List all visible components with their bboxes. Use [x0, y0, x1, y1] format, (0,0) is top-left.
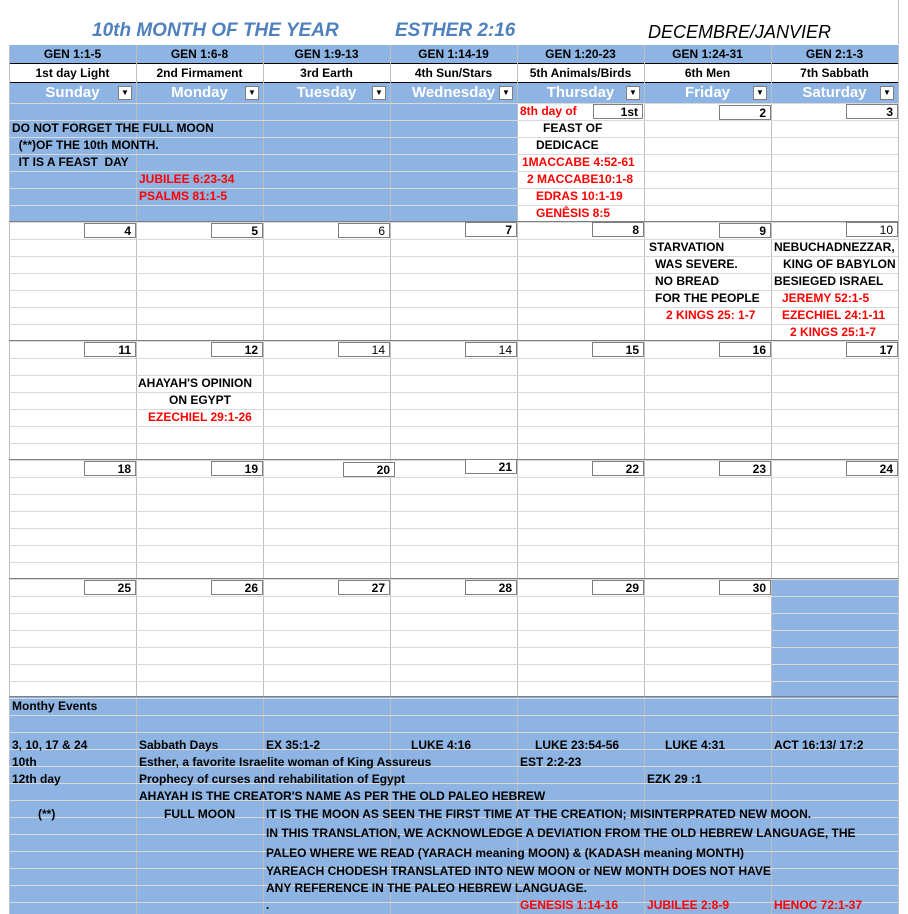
day-number: 1st — [593, 104, 643, 119]
row-gridline — [9, 732, 898, 733]
row-gridline — [9, 596, 898, 597]
row-gridline — [9, 324, 898, 325]
event-day: 10th — [12, 755, 37, 769]
genesis-ref: GEN 1:1-5 — [43, 47, 102, 61]
day-theme: 7th Sabbath — [800, 66, 869, 80]
row-gridline — [9, 698, 898, 699]
genesis-ref: GEN 1:9-13 — [294, 47, 359, 61]
event-mark: (**) — [38, 807, 56, 821]
day-number: 23 — [719, 461, 771, 476]
monday-note: AHAYAH'S OPINION — [138, 376, 252, 390]
filter-dropdown-icon[interactable]: ▼ — [372, 86, 386, 100]
week-separator — [9, 221, 898, 222]
row-gridline — [9, 154, 898, 155]
event-text: IT IS THE MOON AS SEEN THE FIRST TIME AT THE CREATION; MISINTERPRATED NEW MOON. — [266, 807, 812, 821]
genesis-ref: GEN 1:24-31 — [672, 47, 743, 61]
saturday-note: KING OF BABYLON — [783, 257, 896, 271]
title-border — [898, 0, 899, 44]
event-ref: EZK 29 :1 — [647, 772, 702, 786]
row-gridline — [9, 239, 898, 240]
sheet-title: 10th MONTH OF THE YEAR — [92, 20, 339, 41]
day-number: 14 — [338, 342, 390, 357]
day-theme: 4th Sun/Stars — [414, 66, 493, 80]
day-number: 16 — [719, 342, 771, 357]
feast-label: DEDICACE — [536, 138, 599, 152]
scripture-ref: EDRAS 10:1-19 — [536, 189, 623, 203]
day-number: 28 — [465, 580, 517, 595]
scripture-ref: PSALMS 81:1-5 — [139, 189, 228, 203]
day-number: 12 — [211, 342, 263, 357]
sheet-scripture: ESTHER 2:16 — [395, 20, 516, 41]
week-separator — [9, 459, 898, 460]
event-day: 12th day — [12, 772, 61, 786]
saturday-note: NEBUCHADNEZZAR, — [774, 240, 895, 254]
event-ref: LUKE 23:54-56 — [535, 738, 620, 752]
scripture-ref: EZECHIEL 29:1-26 — [148, 410, 252, 424]
day-number: 15 — [592, 342, 644, 357]
row-gridline — [9, 358, 898, 359]
full-moon-note: DO NOT FORGET THE FULL MOON — [12, 121, 214, 135]
week-separator — [9, 696, 898, 697]
scripture-ref: JUBILEE 6:23-34 — [139, 172, 235, 186]
scripture-ref: 1MACCABE 4:52-61 — [522, 155, 635, 169]
week-separator — [9, 578, 898, 579]
filter-dropdown-icon[interactable]: ▼ — [753, 86, 767, 100]
full-moon-note: (**)OF THE 10th MONTH. — [12, 138, 159, 152]
day-number: 26 — [211, 580, 263, 595]
day-number: 5 — [211, 223, 263, 238]
event-day: 3, 10, 17 & 24 — [12, 738, 88, 752]
monday-note: ON EGYPT — [169, 393, 232, 407]
event-ref: EST 2:2-23 — [520, 755, 582, 769]
row-gridline — [9, 664, 898, 665]
day-number: 4 — [84, 223, 136, 238]
feast-label: FEAST OF — [543, 121, 603, 135]
row-gridline — [9, 545, 898, 546]
friday-note: WAS SEVERE. — [655, 257, 738, 271]
day-number: 27 — [338, 580, 390, 595]
genesis-ref: GEN 1:14-19 — [418, 47, 489, 61]
day-number: 14 — [465, 342, 517, 357]
day-header-wednesday: Wednesday ▼ — [390, 83, 517, 103]
event-label: FULL MOON — [164, 807, 236, 821]
scripture-ref: 2 KINGS 25:1-7 — [790, 325, 877, 339]
event-text: Sabbath Days — [139, 738, 219, 752]
day-number: 11 — [84, 342, 136, 357]
scripture-ref: JUBILEE 2:8-9 — [647, 898, 730, 912]
filter-dropdown-icon[interactable]: ▼ — [499, 86, 513, 100]
day-theme: 1st day Light — [35, 66, 110, 80]
scripture-ref: 2 KINGS 25: 1-7 — [666, 308, 756, 322]
full-moon-note: IT IS A FEAST DAY — [12, 155, 129, 169]
scripture-ref: JEREMY 52:1-5 — [782, 291, 870, 305]
day-number: 9 — [719, 223, 771, 238]
event-ref: EX 35:1-2 — [266, 738, 321, 752]
day-header-friday: Friday ▼ — [644, 83, 771, 103]
day-number: 25 — [84, 580, 136, 595]
row-gridline — [9, 103, 898, 104]
day-number: 17 — [846, 342, 898, 357]
week-separator — [9, 340, 898, 341]
row-gridline — [9, 443, 898, 444]
friday-note: FOR THE PEOPLE — [655, 291, 760, 305]
day-number: 29 — [592, 580, 644, 595]
day-number: 19 — [211, 461, 263, 476]
day-theme: 3rd Earth — [300, 66, 353, 80]
sheet-months: DECEMBRE/JANVIER — [648, 22, 832, 42]
row-gridline — [9, 647, 898, 648]
day-theme: 5th Animals/Birds — [529, 66, 632, 80]
day-number: 3 — [846, 104, 898, 119]
filter-dropdown-icon[interactable]: ▼ — [880, 86, 894, 100]
event-text: AHAYAH IS THE CREATOR'S NAME AS PER THE OLD PALEO HEBREW — [139, 789, 546, 803]
day-header-thursday: Thursday ▼ — [517, 83, 644, 103]
friday-note: NO BREAD — [655, 274, 720, 288]
row-gridline — [9, 613, 898, 614]
genesis-ref: GEN 2:1-3 — [805, 47, 864, 61]
saturday-note: BESIEGED ISRAEL — [774, 274, 884, 288]
day-number: 2 — [719, 105, 771, 120]
friday-note: STARVATION — [649, 240, 725, 254]
row-gridline — [9, 562, 898, 563]
scripture-ref: HENOC 72:1-37 — [774, 898, 863, 912]
scripture-ref: GENESIS 1:14-16 — [520, 898, 619, 912]
events-heading: Monthy Events — [12, 699, 98, 713]
event-text: YAREACH CHODESH TRANSLATED INTO NEW MOON or NEW MONTH DOES NOT HAVE — [266, 864, 771, 878]
event-text: PALEO WHERE WE READ (YARACH meaning MOON) & (KADASH meaning MONTH) — [266, 846, 745, 860]
event-text: . — [266, 898, 270, 912]
filter-dropdown-icon[interactable]: ▼ — [626, 86, 640, 100]
day-number: 6 — [338, 223, 390, 238]
day-theme: 6th Men — [684, 66, 731, 80]
row-gridline — [9, 902, 898, 903]
row-gridline — [9, 477, 898, 478]
day-number: 30 — [719, 580, 771, 595]
row-gridline — [9, 494, 898, 495]
event-text: ANY REFERENCE IN THE PALEO HEBREW LANGUAGE. — [266, 881, 587, 895]
day-header-sunday: Sunday ▼ — [9, 83, 136, 103]
scripture-ref: GENÊSIS 8:5 — [536, 206, 611, 220]
row-gridline — [9, 511, 898, 512]
event-text: Esther, a favorite Israelite woman of King Assureus — [139, 755, 432, 769]
row-gridline — [9, 205, 898, 206]
event-ref: LUKE 4:16 — [411, 738, 472, 752]
event-text: Prophecy of curses and rehabilitation of Egypt — [139, 772, 406, 786]
row-gridline — [9, 630, 898, 631]
day-number: 24 — [846, 461, 898, 476]
day-number: 22 — [592, 461, 644, 476]
day-number: 20 — [343, 462, 395, 477]
thursday-note: 8th day of — [520, 104, 577, 118]
event-text: IN THIS TRANSLATION, WE ACKNOWLEDGE A DEVIATION FROM THE OLD HEBREW LANGUAGE, THE — [266, 826, 856, 840]
row-gridline — [9, 426, 898, 427]
day-number: 21 — [465, 459, 517, 474]
row-gridline — [9, 307, 898, 308]
day-number: 18 — [84, 461, 136, 476]
row-gridline — [9, 528, 898, 529]
row-gridline — [9, 681, 898, 682]
genesis-ref: GEN 1:20-23 — [545, 47, 616, 61]
day-header-saturday: Saturday ▼ — [771, 83, 898, 103]
row-gridline — [9, 273, 898, 274]
day-number: 10 — [846, 222, 898, 237]
row-gridline — [9, 290, 898, 291]
genesis-ref: GEN 1:6-8 — [170, 47, 229, 61]
row-gridline — [9, 715, 898, 716]
row-gridline — [9, 256, 898, 257]
day-number: 7 — [465, 222, 517, 237]
event-ref: LUKE 4:31 — [665, 738, 726, 752]
day-header-tuesday: Tuesday ▼ — [263, 83, 390, 103]
row-gridline — [9, 392, 898, 393]
column-gridline — [898, 45, 899, 914]
filter-dropdown-icon[interactable]: ▼ — [245, 86, 259, 100]
day-theme: 2nd Firmament — [156, 66, 243, 80]
day-header-monday: Monday ▼ — [136, 83, 263, 103]
filter-dropdown-icon[interactable]: ▼ — [118, 86, 132, 100]
row-gridline — [9, 409, 898, 410]
day-number: 8 — [592, 222, 644, 237]
event-ref: ACT 16:13/ 17:2 — [774, 738, 864, 752]
scripture-ref: EZECHIEL 24:1-11 — [782, 308, 886, 322]
scripture-ref: 2 MACCABE10:1-8 — [527, 172, 634, 186]
